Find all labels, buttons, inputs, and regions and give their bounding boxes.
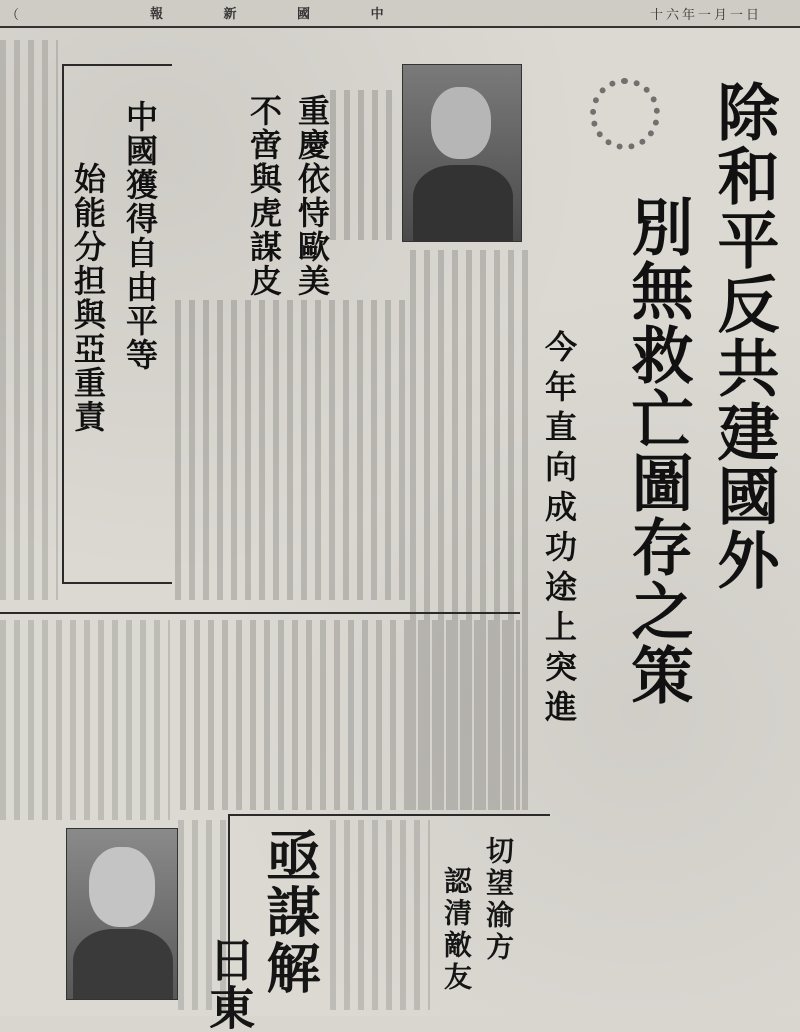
body-text-block — [178, 820, 228, 1010]
left-box-rule-bottom — [62, 582, 172, 584]
bottom-headline-big: 亟謀解 — [258, 828, 322, 996]
main-headline-2: 別無救亡圖存之策 — [621, 195, 694, 707]
portrait-photo-2 — [66, 828, 178, 1000]
left-headline-1: 中國獲得自由平等 — [121, 100, 159, 372]
masthead-title: 報 新 國 中 — [150, 7, 412, 22]
left-box-rule-left — [62, 64, 64, 584]
body-text-block — [175, 300, 405, 600]
main-subheadline: 今年直向成功途上突進 — [540, 330, 578, 730]
body-text-block — [0, 620, 170, 820]
body-text-block — [330, 820, 430, 1010]
masthead — [0, 0, 800, 28]
section-rule-2 — [230, 814, 550, 816]
bottom-headline-big-2: 日東 — [202, 936, 256, 1032]
bottom-headline-2: 認清敵友 — [440, 866, 473, 994]
left-headline-2: 始能分担與亞重責 — [69, 162, 107, 434]
masthead-mark: （ — [6, 8, 20, 23]
body-text-block — [0, 40, 58, 600]
portrait-photo — [402, 64, 522, 242]
masthead-date: 十六年一月一日 — [650, 8, 763, 23]
main-headline-1: 除和平反共建國外 — [707, 80, 780, 592]
bottom-headline-1: 切望渝方 — [482, 836, 515, 964]
inner-headline-1: 重慶依恃歐美 — [293, 94, 331, 298]
wreath-ornament — [590, 78, 660, 150]
body-text-block — [180, 620, 520, 810]
body-text-block — [330, 90, 400, 240]
inner-headline-2: 不啻與虎謀皮 — [245, 94, 283, 298]
left-box-rule-top — [62, 64, 172, 66]
